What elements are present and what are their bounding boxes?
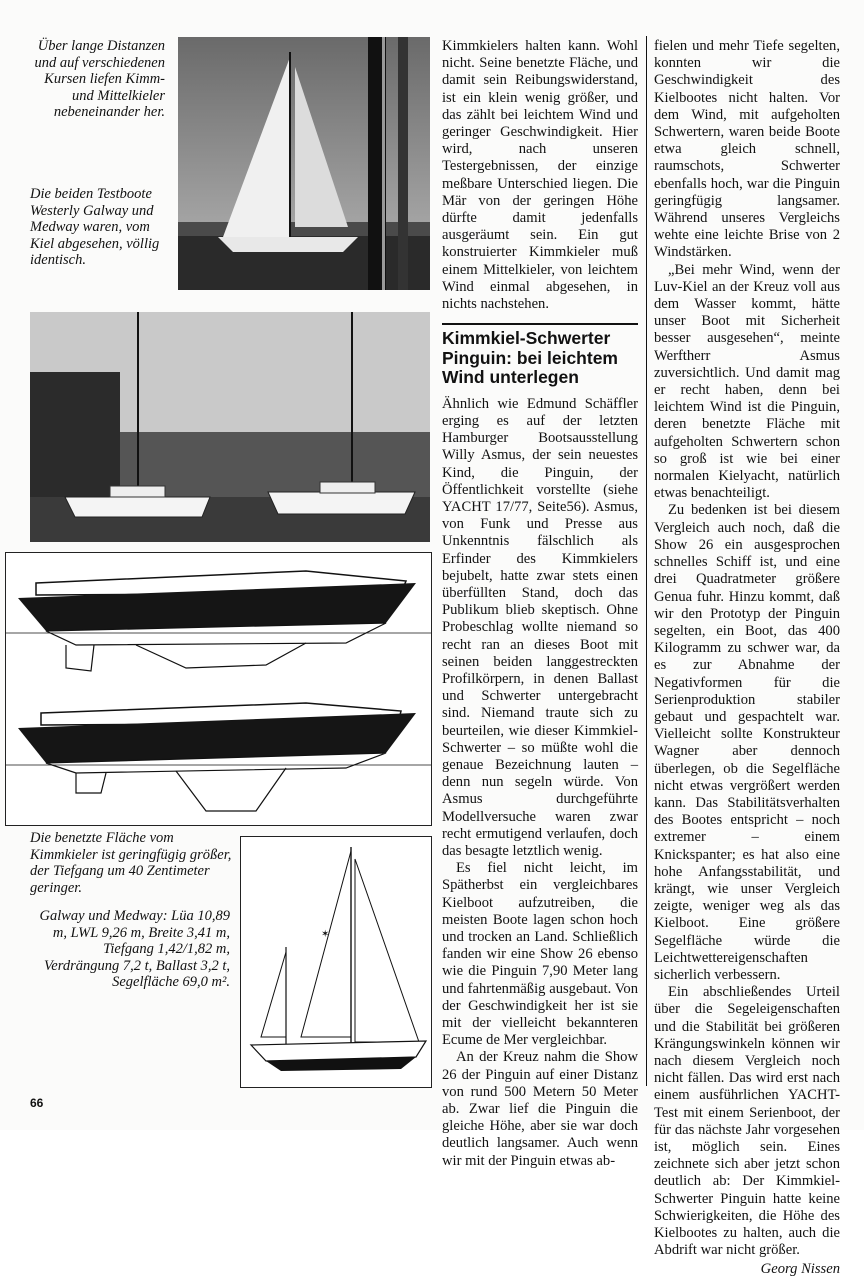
paragraph: Es fiel nicht leicht, im Spätherbst ein vergleichbares Kielboot aufzutreiben, die meisten Boote lagen schon hoch und trocken an Land. Schließlich fanden wir eine Show 26 ebenso wie die Pinguin 7,90 Meter lang und fahrtenmäßig ausgebaut. Von der Geschwindigkeit her ist sie mit der vielleicht bekannteren Ecume de Mer vergleichbar.: [442, 860, 638, 1049]
paragraph: Kimmkielers halten kann. Wohl nicht. Seine benetzte Fläche, und damit sein Reibungswiderstand, ist ein klein wenig größer, und das zählt bei leichtem Wind und geringer Geschwindigkeit. Hier wird, nach unseren Testergebnissen, der einzige meßbare Unterschied liegen. Die Mär von der geringen Höhe dürfte damit jedenfalls ausgeräumt sein. Ein gut konstruierter Kimmkieler muß einem Mittelkieler, von leichtem Wind einmal abgesehen, in nichts nachstehen.: [442, 38, 638, 313]
caption-test-boats: [30, 186, 170, 269]
article-column-1: [442, 38, 638, 1170]
caption-text: Über lange Distanzen und auf verschiedenen Kursen liefen Kimm- und Mittelkieler nebeneinander her.: [34, 38, 165, 120]
caption-specifications: [30, 908, 230, 991]
paragraph: fielen und mehr Tiefe segelten, konnten wir die Geschwindigkeit des Kielbootes nicht halten. Vor dem Wind, mit aufgeholten Schwertern, waren beide Boote etwa gleich schnell, raumschots, Schwerter ebenfalls hoch, war die Pinguin geringfügig langsamer. Während unseres Vergleichs wehte eine leichte Brise von 2 Windstärken.: [654, 38, 840, 261]
caption-text: Die beiden Testboote Westerly Galway und Medway waren, vom Kiel abgesehen, völlig identisch.: [30, 186, 160, 268]
paragraph: An der Kreuz nahm die Show 26 der Pinguin auf einer Distanz von rund 500 Metern 50 Meter ab. Zwar lief die Pinguin die gleiche Höhe, aber sie war doch deutlich langsamer. Auch wenn wir mit der Pinguin etwas ab-: [442, 1049, 638, 1169]
drawing-sail-plan: [240, 836, 432, 1088]
hull-drawings-illustration: [6, 553, 431, 825]
article-column-2: [654, 38, 840, 1279]
sail-plan-illustration: [241, 837, 431, 1087]
section-headline: Kimmkiel-Schwerter Pinguin: bei leichtem Wind unterlegen: [442, 323, 638, 388]
photo-harbour-illustration: [30, 312, 430, 542]
caption-wetted-area: [30, 830, 240, 896]
paragraph: „Bei mehr Wind, wenn der Luv-Kiel an der Kreuz voll aus dem Wasser kommt, hätte unser Boot mit Sicherheit besser ausgesehen“, meinte Werftherr Asmus zuversichtlich. Und damit mag er recht haben, denn bei leichtem Wind ist die Pinguin, deren benetzte Fläche mit aufgeholten Schwertern schon so groß ist wie bei einer normalen Kielyacht, natürlich etwas benachteiligt.: [654, 261, 840, 502]
svg-text:✶: ✶: [321, 929, 330, 940]
photo-sailing-illustration: [178, 37, 430, 290]
column-divider: [646, 36, 647, 1086]
drawing-hull-comparison: [5, 552, 432, 826]
paragraph: Ein abschließendes Urteil über die Segeleigenschaften und die Stabilität bei größeren Krängungswinkeln können wir nach diesem Vergleich noch nicht fällen. Das wird erst nach einem ausführlichen YACHT-Test mit einem Serienboot, der für das nächste Jahr vorgesehen ist, möglich sein. Eines zeichnete sich aber jetzt schon deutlich ab: Der Kimmkiel-Schwerter Pinguin hatte keine Schwierigkeiten, die Höhe des Kielbootes zu halten, auch die Abdrift war nicht größer.: [654, 984, 840, 1259]
author-byline: Georg Nissen: [760, 1261, 840, 1278]
caption-text: Galway und Medway: Lüa 10,89 m, LWL 9,26 m, Breite 3,41 m, Tiefgang 1,42/1,82 m, Verdrängung 7,2 t, Ballast 3,2 t, Segelfläche 69,0 m².: [39, 908, 230, 990]
photo-harbour-boats: [30, 312, 430, 542]
page-number: 66: [30, 1096, 44, 1110]
paragraph: Zu bedenken ist bei diesem Vergleich auch noch, daß die Show 26 ein ausgesprochen schnelles Schiff ist, und eine drei Quadratmeter größere Genua fuhr. Hinzu kommt, daß wir den Prototyp der Pinguin segelten, ein Boot, das 400 Kilogramm zu schwer war, da es zur Abnahme der Negativformen für die Serienproduktion stabiler gebaut und gespachtelt war. Vielleicht sollte Konstrukteur Wagner aber dennoch überlegen, ob die Segelfläche nicht etwas vergrößert werden kann. Das Stabilitätsverhalten des Bootes entspricht – noch extremer – einem Knickspanter; es hat also eine hohe Anfangsstabilität, und krängt, wie unser Vergleich zeigte, weniger weg als das Kielboot. Eine größere Segelfläche würde die Leichtwettereigenschaften sicherlich verbessern.: [654, 502, 840, 983]
caption-photo-top: [30, 38, 165, 121]
caption-text: Die benetzte Fläche vom Kimmkieler ist geringfügig größer, der Tiefgang um 40 Zentimeter geringer.: [30, 830, 232, 896]
photo-sailing-boats: [178, 37, 430, 290]
paragraph: Ähnlich wie Edmund Schäffler erging es auf der letzten Hamburger Bootsausstellung Willy Asmus, der sein neuestes Kind, die Pinguin, der Öffentlichkeit vorstellte (siehe YACHT 17/77, Seite56). Asmus, von Funk und Presse aus Unkenntnis fälschlich als Erfinder des Kimmkielers bejubelt, hatte zwar stets einen überfüllten Stand, doch das Publikum blieb skeptisch. Ohne Probeschlag wollte niemand so recht ran an dieses Boot mit seinen beiden langgestreckten Profilkörpern, in denen Ballast und Schwerter untergebracht sind. Niemand traute sich zu beurteilen, wie dieser Kimmkiel-Schwerter – so müßte wohl die genaue Bezeichnung lauten – denn nun segeln würde. Von Asmus durchgeführte Modellversuche waren zwar recht ermutigend verlaufen, doch das besagte letztlich wenig.: [442, 395, 638, 860]
